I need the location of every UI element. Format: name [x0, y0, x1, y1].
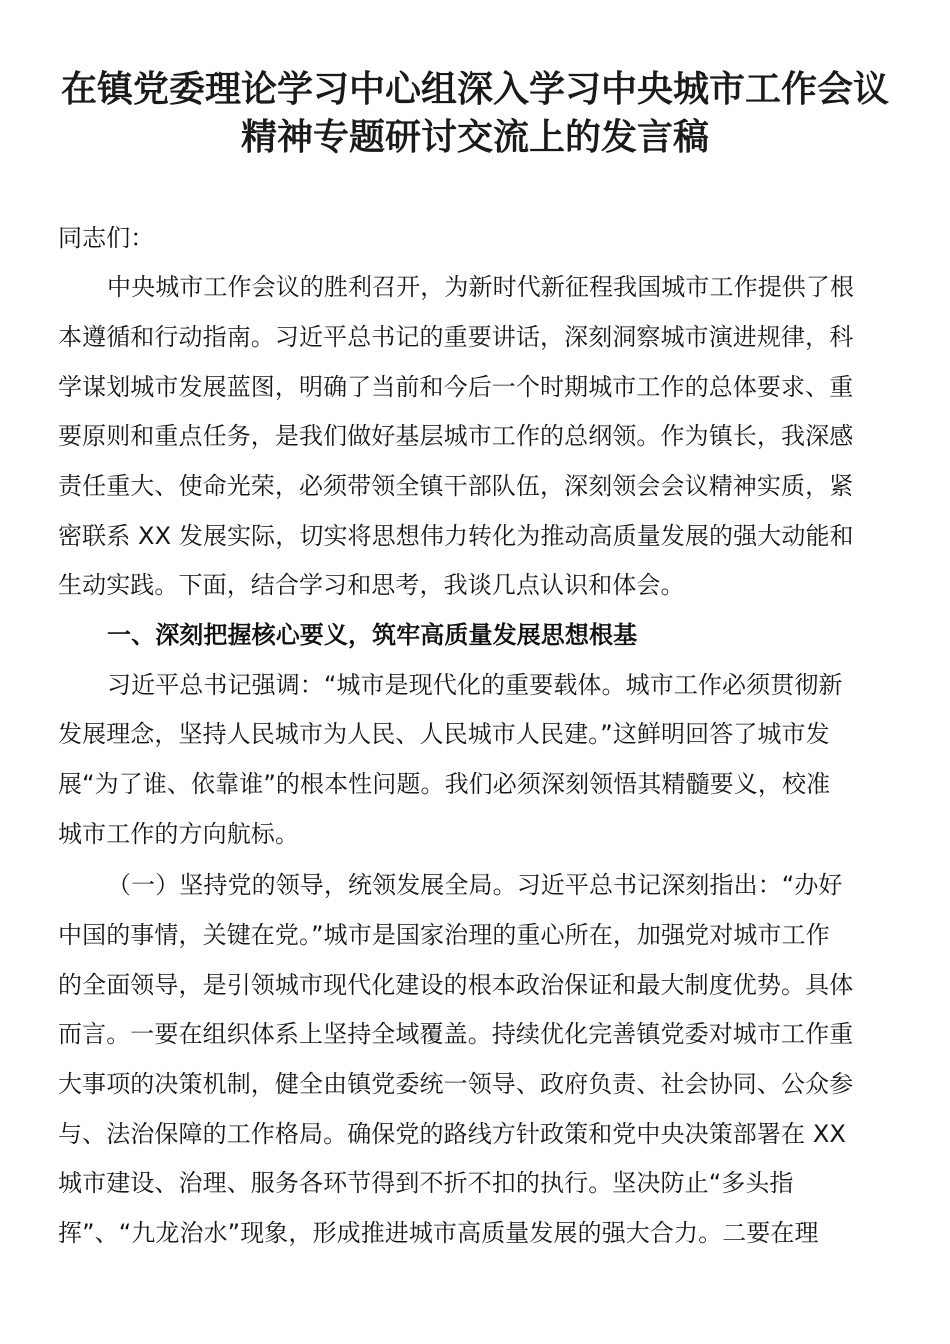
intro-line: 要原则和重点任务，是我们做好基层城市工作的总纲领。作为镇长，我深感	[58, 422, 854, 450]
subsection-1-line: （一）坚持党的领导，统领发展全局。习近平总书记深刻指出：“办好	[107, 871, 843, 899]
subsection-1-line: 与、法治保障的工作格局。确保党的路线方针政策和党中央决策部署在 XX	[58, 1120, 846, 1148]
subsection-1-line: 而言。一要在组织体系上坚持全域覆盖。持续优化完善镇党委对城市工作重	[58, 1020, 854, 1048]
subsection-1-line: 大事项的决策机制，健全由镇党委统一领导、政府负责、社会协同、公众参	[58, 1070, 854, 1098]
section-heading: 一、深刻把握核心要义，筑牢高质量发展思想根基	[107, 621, 638, 649]
subsection-1-line: 的全面领导，是引领城市现代化建设的根本政治保证和最大制度优势。具体	[58, 971, 854, 999]
document-title-line-2: 精神专题研讨交流上的发言稿	[240, 117, 709, 158]
subsection-1-line: 挥”、“九龙治水”现象，形成推进城市高质量发展的强大合力。二要在理	[58, 1219, 819, 1247]
intro-line: 责任重大、使命光荣，必须带领全镇干部队伍，深刻领会会议精神实质，紧	[58, 472, 854, 500]
intro-line: 中央城市工作会议的胜利召开，为新时代新征程我国城市工作提供了根	[107, 273, 855, 301]
section-1-body-line: 习近平总书记强调：“城市是现代化的重要载体。城市工作必须贯彻新	[107, 671, 843, 699]
section-1-body-line: 展“为了谁、依靠谁”的根本性问题。我们必须深刻领悟其精髓要义，校准	[58, 770, 831, 798]
document-title-line-1: 在镇党委理论学习中心组深入学习中央城市工作会议	[60, 69, 889, 110]
subsection-1-line: 城市建设、治理、服务各环节得到不折不扣的执行。坚决防止“多头指	[58, 1169, 794, 1197]
salutation: 同志们：	[58, 224, 155, 252]
intro-line: 学谋划城市发展蓝图，明确了当前和今后一个时期城市工作的总体要求、重	[58, 373, 854, 401]
intro-line: 生动实践。下面，结合学习和思考，我谈几点认识和体会。	[58, 571, 685, 599]
intro-line: 本遵循和行动指南。习近平总书记的重要讲话，深刻洞察城市演进规律，科	[58, 323, 854, 351]
section-1-body-line: 城市工作的方向航标。	[58, 820, 299, 848]
section-1-body-line: 发展理念，坚持人民城市为人民、人民城市人民建。”这鲜明回答了城市发	[58, 720, 830, 748]
subsection-1-line: 中国的事情，关键在党。”城市是国家治理的重心所在，加强党对城市工作	[58, 921, 830, 949]
intro-line: 密联系 XX 发展实际，切实将思想伟力转化为推动高质量发展的强大动能和	[58, 522, 854, 550]
